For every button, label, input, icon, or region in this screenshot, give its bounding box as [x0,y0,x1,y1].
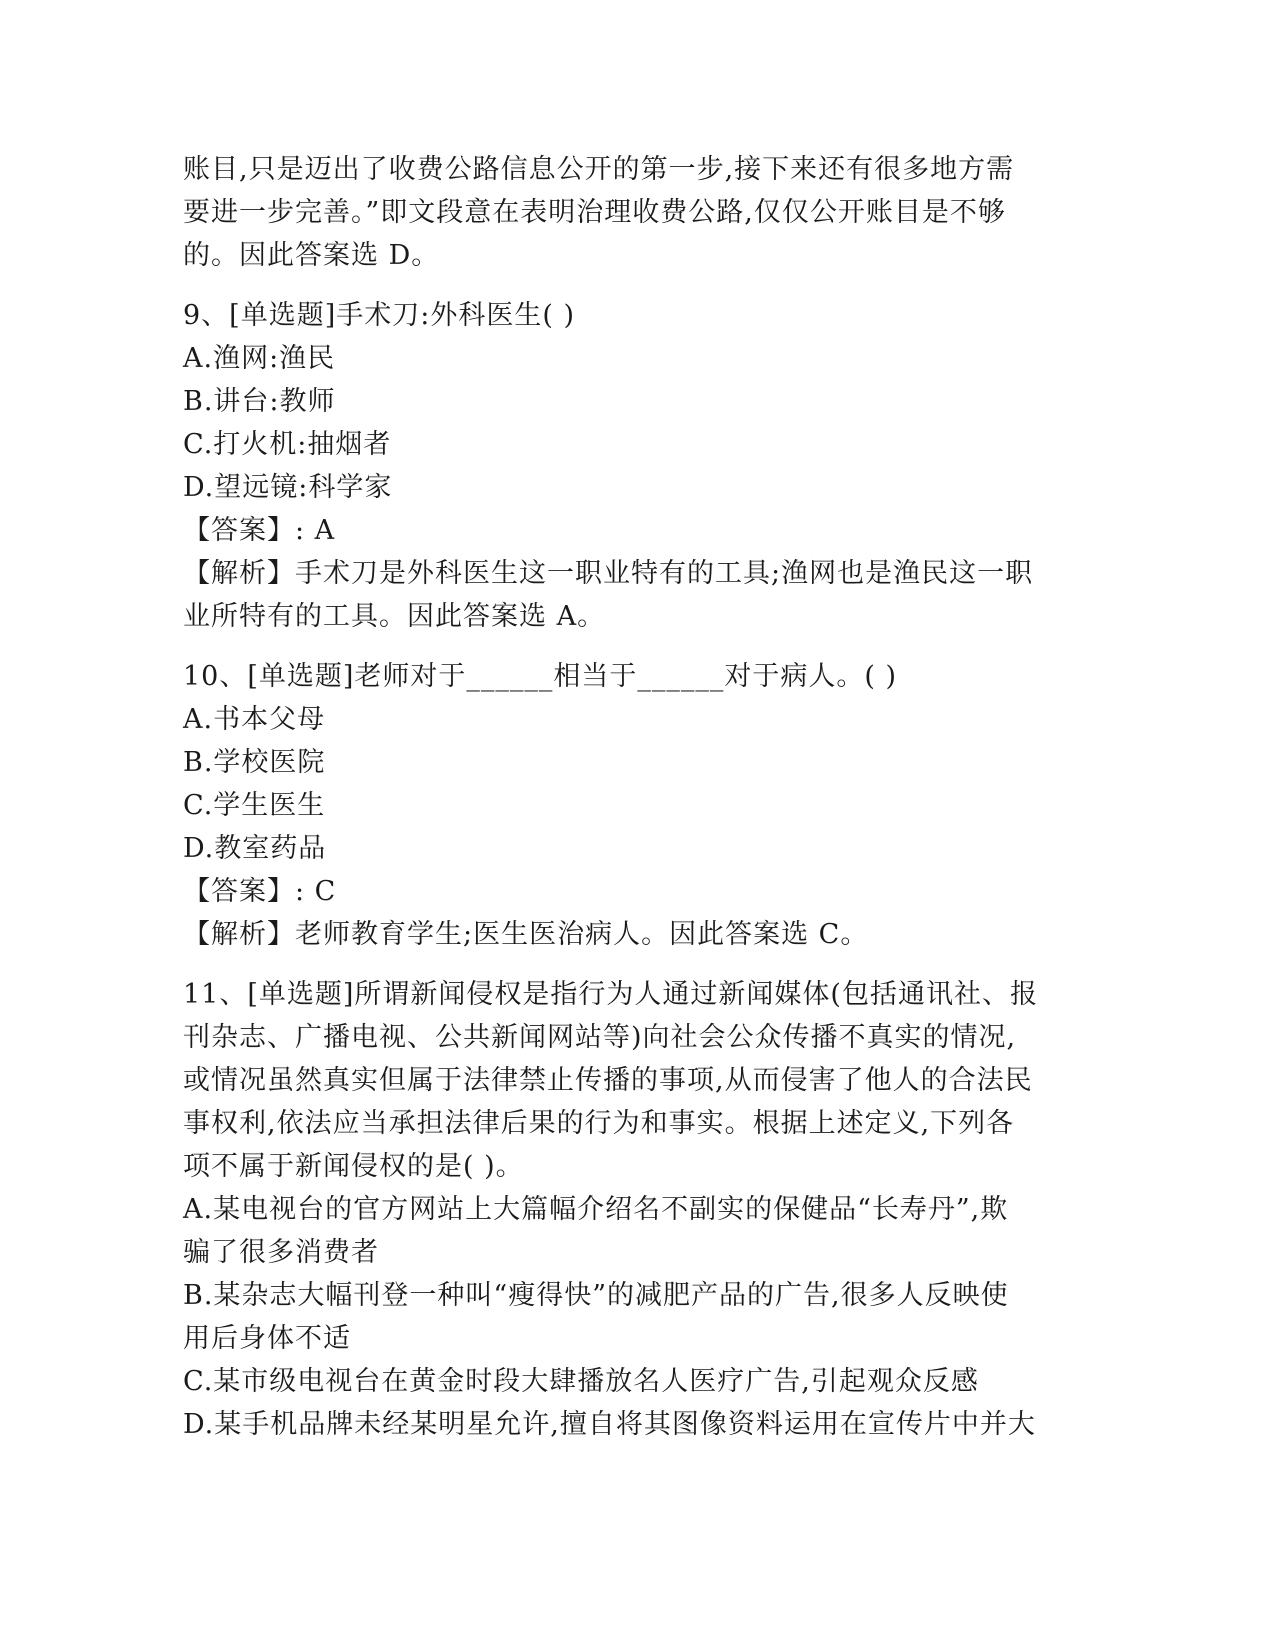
option-b: B.讲台:教师 [183,386,336,417]
option-a: A.某电视台的官方网站上大篇幅介绍名不副实的保健品“长寿丹”,欺 [183,1194,1009,1225]
question-11 [183,973,1083,1446]
option-c: C.某市级电视台在黄金时段大肆播放名人医疗广告,引起观众反感 [183,1366,979,1397]
document-page [183,148,1083,1446]
option-a: A.书本父母 [183,704,326,735]
question-stem-line: 刊杂志、广播电视、公共新闻网站等)向社会公众传播不真实的情况, [183,1022,1017,1053]
question-stem: 9、[单选题]手术刀:外科医生( ) [183,300,575,331]
analysis-line: 业所特有的工具。因此答案选 A。 [183,601,606,632]
intro-line: 的。因此答案选 D。 [183,240,440,271]
option-d: D.望远镜:科学家 [183,472,393,503]
question-stem-line: 11、[单选题]所谓新闻侵权是指行为人通过新闻媒体(包括通讯社、报 [183,979,1038,1010]
question-9 [183,294,1083,638]
option-d: D.某手机品牌未经某明星允许,擅自将其图像资料运用在宣传片中并大 [183,1409,1036,1440]
intro-paragraph [183,148,1083,277]
question-10 [183,655,1083,956]
question-stem-line: 事权利,依法应当承担法律后果的行为和事实。根据上述定义,下列各 [183,1108,1015,1139]
option-c: C.打火机:抽烟者 [183,429,392,460]
question-stem: 10、[单选题]老师对于______相当于______对于病人。( ) [183,661,898,692]
option-c: C.学生医生 [183,790,326,821]
question-stem-line: 项不属于新闻侵权的是( )。 [183,1151,524,1182]
option-b: B.学校医院 [183,747,326,778]
question-stem-line: 或情况虽然真实但属于法律禁止传播的事项,从而侵害了他人的合法民 [183,1065,1033,1096]
option-b-continued: 用后身体不适 [183,1323,351,1354]
option-d: D.教室药品 [183,833,327,864]
option-b: B.某杂志大幅刊登一种叫“瘦得快”的减肥产品的广告,很多人反映使 [183,1280,1009,1311]
option-a: A.渔网:渔民 [183,343,336,374]
analysis-line: 【解析】老师教育学生;医生医治病人。因此答案选 C。 [183,919,869,950]
analysis-line: 【解析】手术刀是外科医生这一职业特有的工具;渔网也是渔民这一职 [183,558,1034,589]
intro-line: 要进一步完善。”即文段意在表明治理收费公路,仅仅公开账目是不够 [183,197,1006,228]
intro-line: 账目,只是迈出了收费公路信息公开的第一步,接下来还有很多地方需 [183,154,1015,185]
answer: 【答案】: C [183,876,337,907]
option-a-continued: 骗了很多消费者 [183,1237,379,1268]
answer: 【答案】: A [183,515,336,546]
